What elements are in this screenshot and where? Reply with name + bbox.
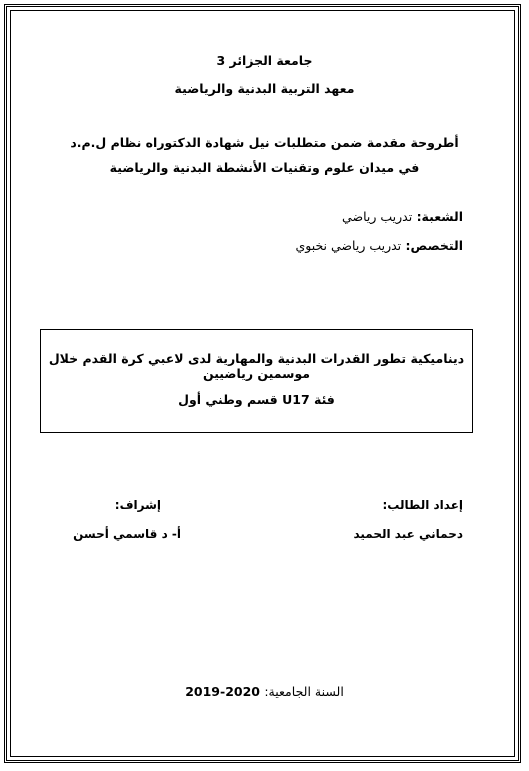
- academic-year-value: 2020-2019: [185, 684, 260, 699]
- university-name: جامعة الجزائر 3: [216, 53, 313, 68]
- specialty-line: [295, 238, 463, 253]
- branch-label: الشعبة:: [416, 209, 463, 224]
- thesis-purpose-line1: أطروحة مقدمة ضمن متطلبات نيل شهادة الدكتوراه نظام ل.م.د: [70, 135, 459, 150]
- student-name: دحماني عبد الحميد: [353, 527, 463, 541]
- specialty-value: تدريب رياضي نخبوي: [295, 238, 402, 253]
- supervisor-name: أ- د قاسمي أحسن: [73, 527, 181, 541]
- supervisor-label: إشراف:: [114, 498, 161, 512]
- academic-year-line: [0, 684, 529, 699]
- specialty-label: التخصص:: [405, 238, 463, 253]
- branch-value: تدريب رياضي: [342, 209, 413, 224]
- branch-line: [342, 209, 463, 224]
- thesis-purpose-line2: في ميدان علوم وتقنيات الأنشطة البدنية والرياضية: [109, 160, 420, 175]
- thesis-title-line1: ديناميكية تطور القدرات البدنية والمهارية لدى لاعبي كرة القدم خلال موسمين رياضيين: [48, 351, 465, 381]
- institute-name: معهد التربية البدنية والرياضية: [174, 81, 355, 96]
- student-label: إعداد الطالب:: [382, 498, 463, 512]
- thesis-title-box: [40, 329, 473, 433]
- academic-year-label: السنة الجامعية:: [264, 684, 344, 699]
- thesis-title-line2: فئة U17 قسم وطني أول: [178, 392, 335, 407]
